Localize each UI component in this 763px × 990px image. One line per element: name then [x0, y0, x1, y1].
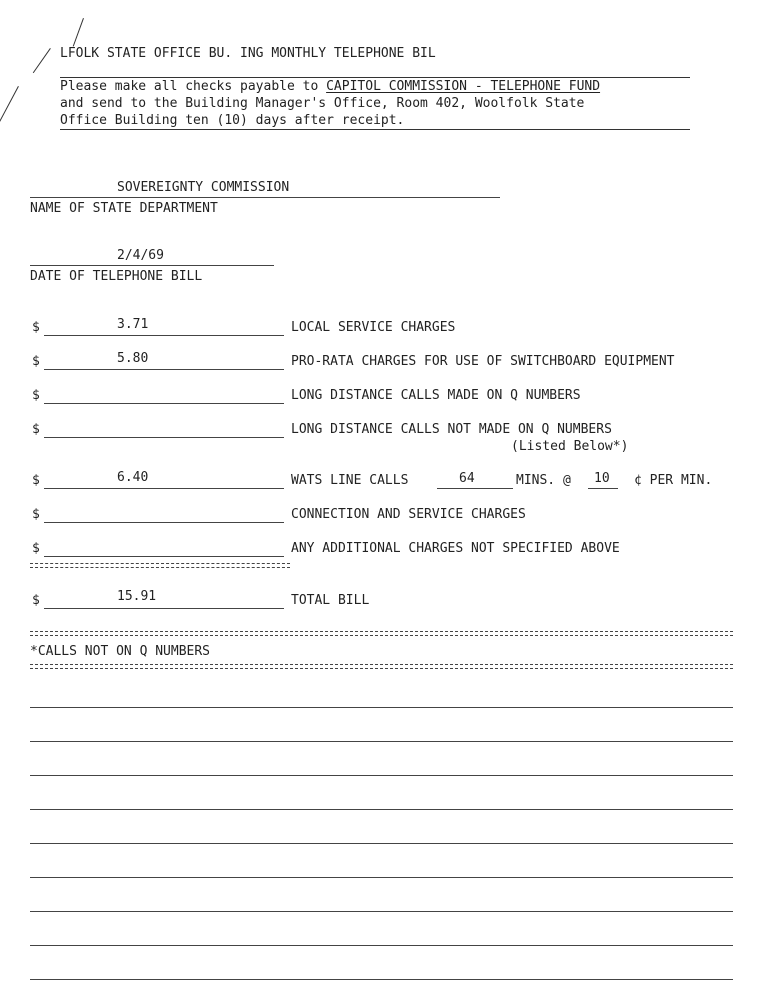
wats-rate-value: 10 — [594, 471, 610, 486]
instruction-rule — [60, 129, 690, 130]
total-amount: 15.91 — [117, 589, 157, 604]
subtotal-double-rule — [30, 563, 290, 568]
local-service-amount: 3.71 — [117, 317, 149, 332]
amount-line — [44, 488, 284, 489]
section-double-rule — [30, 631, 733, 636]
switchboard-amount: 5.80 — [117, 351, 149, 366]
amount-line — [44, 335, 284, 336]
wats-minutes-value: 64 — [459, 471, 475, 486]
payee-name: CAPITOL COMMISSION - TELEPHONE FUND — [326, 79, 601, 94]
instruction-prefix: Please make all checks payable to — [60, 79, 327, 94]
currency-symbol: $ — [32, 507, 40, 522]
blank-line — [30, 843, 733, 844]
blank-line — [30, 945, 733, 946]
amount-line — [44, 556, 284, 557]
department-value: SOVEREIGNTY COMMISSION — [117, 180, 290, 195]
currency-symbol: $ — [32, 388, 40, 403]
margin-mark — [73, 18, 84, 47]
blank-line — [30, 741, 733, 742]
currency-symbol: $ — [32, 593, 40, 608]
currency-symbol: $ — [32, 320, 40, 335]
amount-line — [44, 608, 284, 609]
wats-rate-label: ¢ PER MIN. — [634, 473, 713, 488]
amount-line — [44, 369, 284, 370]
currency-symbol: $ — [32, 422, 40, 437]
wats-rate-line — [588, 488, 618, 489]
form-title: LFOLK STATE OFFICE BU. ING MONTHLY TELEPHONE BIL — [60, 46, 436, 61]
wats-minutes-label: MINS. @ — [516, 473, 571, 488]
instruction-line-3: Office Building ten (10) days after receipt. — [60, 113, 405, 128]
instruction-line-2: and send to the Building Manager's Office, Room 402, Woolfolk State — [60, 96, 585, 111]
ld-q-label: LONG DISTANCE CALLS MADE ON Q NUMBERS — [291, 388, 581, 403]
wats-minutes-line — [437, 488, 513, 489]
wats-label: WATS LINE CALLS — [291, 473, 409, 488]
currency-symbol: $ — [32, 473, 40, 488]
switchboard-label: PRO-RATA CHARGES FOR USE OF SWITCHBOARD EQUIPMENT — [291, 354, 675, 369]
calls-heading: *CALLS NOT ON Q NUMBERS — [30, 644, 211, 659]
amount-line — [44, 403, 284, 404]
currency-symbol: $ — [32, 541, 40, 556]
bill-date-line — [30, 265, 274, 266]
total-label: TOTAL BILL — [291, 593, 370, 608]
local-service-label: LOCAL SERVICE CHARGES — [291, 320, 456, 335]
wats-amount: 6.40 — [117, 470, 149, 485]
bill-date-label: DATE OF TELEPHONE BILL — [30, 269, 203, 284]
title-rule — [60, 77, 690, 78]
blank-line — [30, 707, 733, 708]
margin-mark — [0, 86, 19, 122]
bill-date-value: 2/4/69 — [117, 248, 164, 263]
blank-line — [30, 979, 733, 980]
blank-line — [30, 809, 733, 810]
amount-line — [44, 522, 284, 523]
blank-line — [30, 877, 733, 878]
additional-label: ANY ADDITIONAL CHARGES NOT SPECIFIED ABOVE — [291, 541, 620, 556]
department-label: NAME OF STATE DEPARTMENT — [30, 201, 218, 216]
blank-line — [30, 911, 733, 912]
margin-mark — [33, 48, 51, 73]
instruction-line-1 — [60, 79, 600, 95]
ld-not-q-label: LONG DISTANCE CALLS NOT MADE ON Q NUMBERS — [291, 422, 612, 437]
department-line — [30, 197, 500, 198]
connection-label: CONNECTION AND SERVICE CHARGES — [291, 507, 526, 522]
blank-line — [30, 775, 733, 776]
currency-symbol: $ — [32, 354, 40, 369]
section-double-rule — [30, 664, 733, 669]
ld-not-q-sublabel: (Listed Below*) — [511, 439, 629, 454]
amount-line — [44, 437, 284, 438]
